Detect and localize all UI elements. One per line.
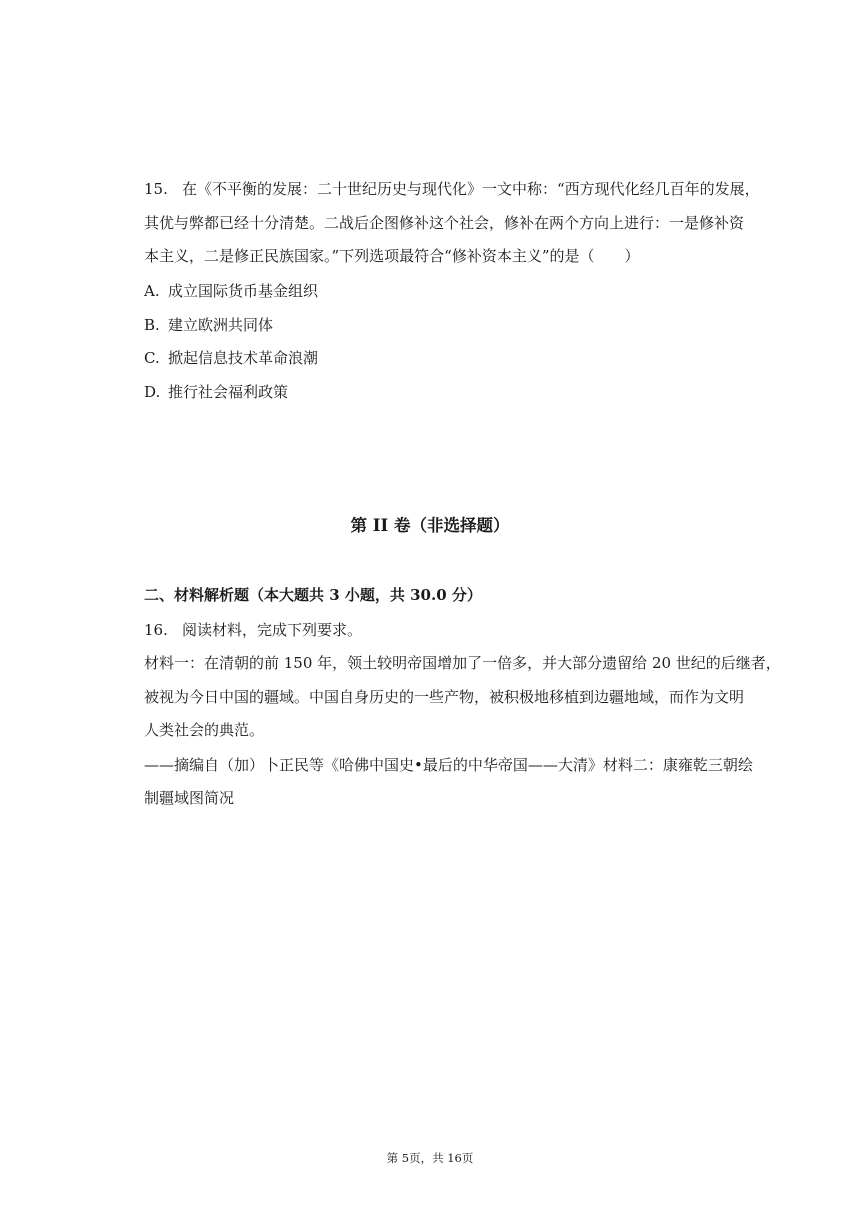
question-16-line [144, 620, 362, 640]
option-c-text: 掀起信息技术革命浪潮 [168, 349, 319, 367]
material-line-4: ——摘编自（加）卜正民等《哈佛中国史•最后的中华帝国——大清》材料二：康雍乾三朝绘 [144, 756, 753, 774]
question-15-text-line-1: 在《不平衡的发展：二十世纪历史与现代化》一文中称：“西方现代化经几百年的发展， [182, 180, 760, 198]
option-b-letter: B. [144, 316, 160, 334]
option-b [144, 315, 273, 335]
material-line-1: 材料一：在清朝的前 150 年，领土较明帝国增加了一倍多，并大部分遗留给 20 世纪的后继者， [144, 654, 781, 672]
part-heading: 二、材料解析题（本大题共 3 小题，共 30.0 分） [144, 586, 482, 604]
question-16-number: 16. [144, 621, 168, 639]
question-16-prompt: 阅读材料，完成下列要求。 [182, 621, 363, 639]
option-a [144, 281, 318, 301]
option-c [144, 348, 318, 368]
option-a-text: 成立国际货币基金组织 [168, 282, 319, 300]
material-line-5: 制疆域图简况 [144, 789, 235, 807]
option-d-letter: D. [144, 383, 161, 401]
page-footer: 第 5页，共 16页 [386, 1151, 474, 1165]
question-15-text-line-3: 本主义，二是修正民族国家。”下列选项最符合“修补资本主义”的是（ ） [144, 247, 640, 265]
question-15-number: 15. [144, 180, 168, 198]
question-15-text-line-2: 其优与弊都已经十分清楚。二战后企图修补这个社会，修补在两个方向上进行：一是修补资 [144, 214, 745, 232]
option-d-text: 推行社会福利政策 [168, 383, 289, 401]
option-b-text: 建立欧洲共同体 [168, 316, 274, 334]
material-line-2: 被视为今日中国的疆域。中国自身历史的一些产物，被积极地移植到边疆地域，而作为文明 [144, 688, 745, 706]
option-c-letter: C. [144, 349, 160, 367]
section-title: 第 II 卷（非选择题） [350, 516, 510, 535]
question-15-line-1 [144, 179, 760, 199]
material-line-3: 人类社会的典范。 [144, 721, 265, 739]
option-a-letter: A. [144, 282, 160, 300]
option-d [144, 382, 288, 402]
